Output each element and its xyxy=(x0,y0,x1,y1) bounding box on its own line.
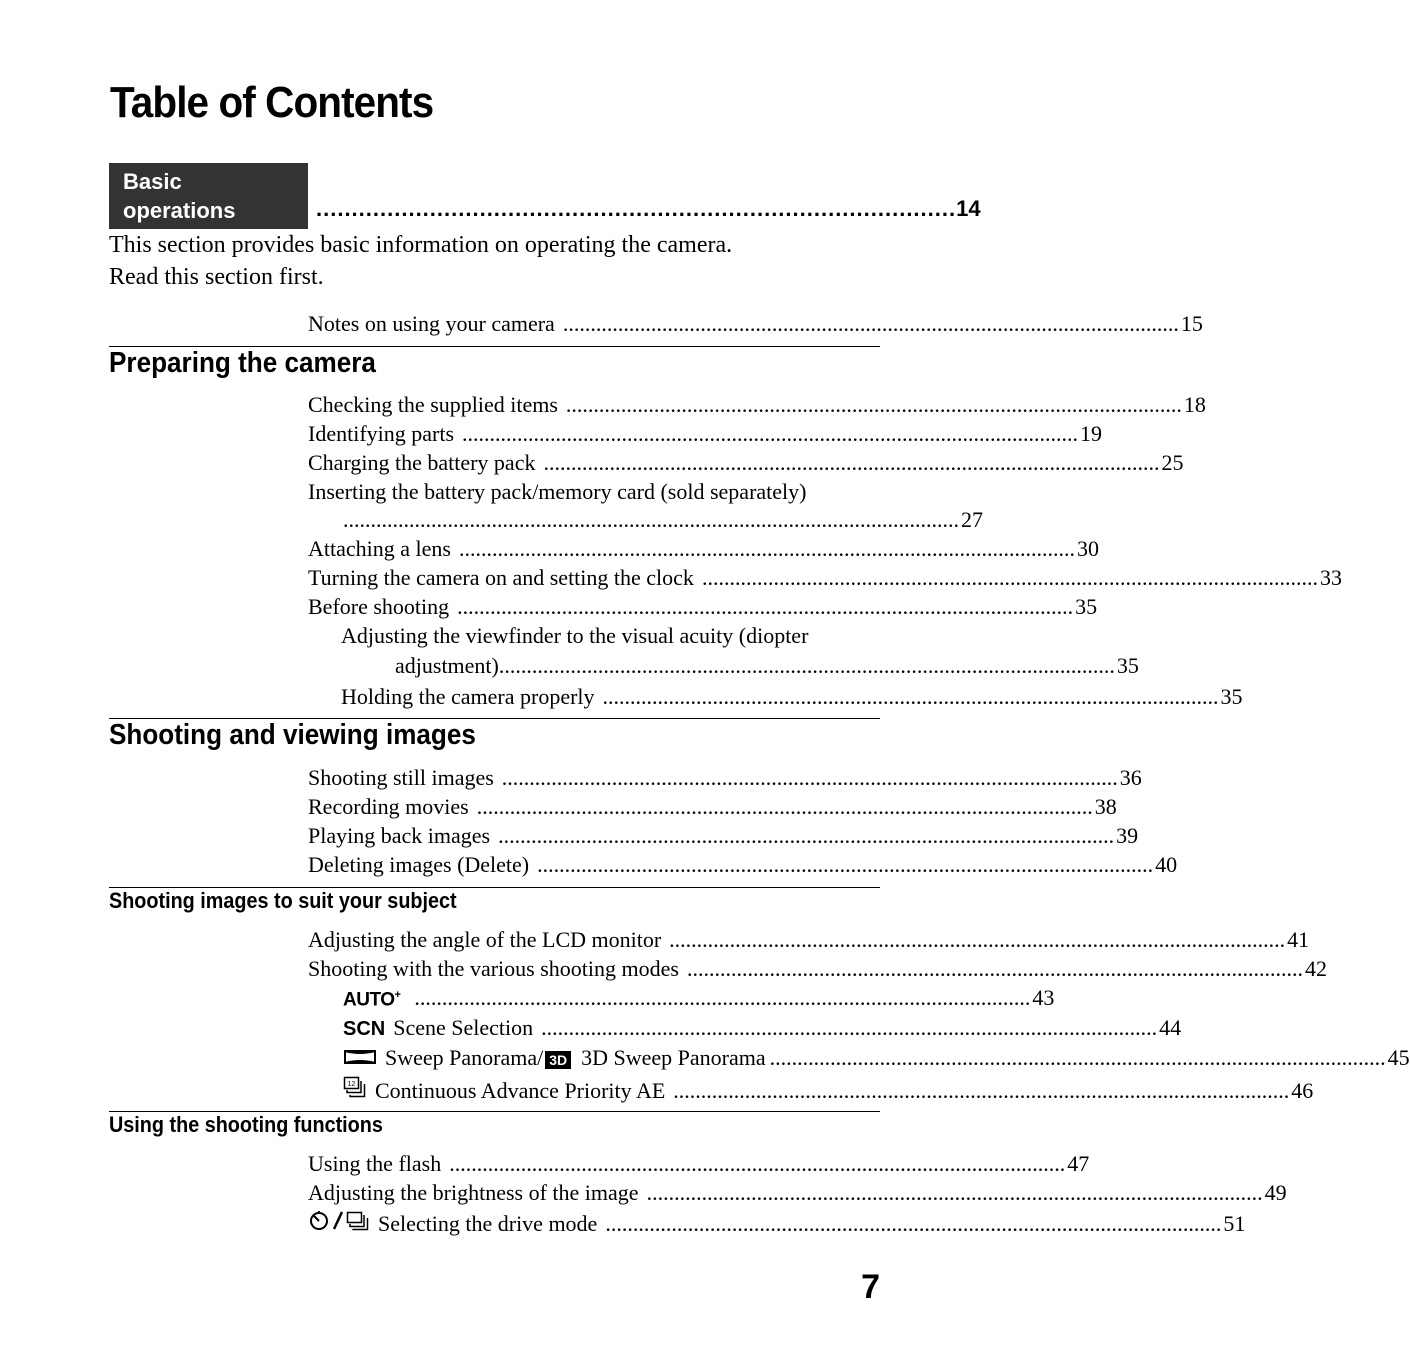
entry-title: Charging the battery pack xyxy=(308,450,536,475)
page-ref: 47 xyxy=(1067,1151,1090,1176)
dot-leader: ................................................................................................................ xyxy=(769,1045,1386,1070)
page-ref: 25 xyxy=(1161,450,1184,475)
dot-leader: ................................................................................................................ xyxy=(498,653,1115,678)
page-ref: 38 xyxy=(1094,794,1117,819)
toc-entry[interactable] xyxy=(343,1015,1182,1044)
entry-title: adjustment) xyxy=(395,653,499,678)
page-ref: 15 xyxy=(1180,311,1203,336)
auto-plus-icon xyxy=(343,989,400,1011)
page-ref: 18 xyxy=(1183,392,1206,417)
toc-entry[interactable] xyxy=(308,1180,1287,1209)
basic-label-line1: Basic xyxy=(123,169,182,194)
toc-entry[interactable] xyxy=(308,421,1103,450)
entry-title-2: 3D Sweep Panorama xyxy=(581,1045,766,1070)
dot-leader: ................................................................................................................ xyxy=(673,1078,1290,1103)
dot-leader: ................................................................................................................ xyxy=(498,823,1115,848)
entry-title: Adjusting the angle of the LCD monitor xyxy=(308,927,662,952)
basic-label-line2: operations xyxy=(123,198,236,223)
dot-leader: ................................................................................................................ xyxy=(476,794,1093,819)
toc-entry[interactable] xyxy=(343,1045,1410,1074)
entry-title: Continuous Advance Priority AE xyxy=(375,1078,666,1103)
toc-entry[interactable] xyxy=(308,823,1139,852)
toc-entry[interactable] xyxy=(308,852,1178,881)
basic-operations-box xyxy=(109,163,308,229)
page-ref: 35 xyxy=(1116,653,1139,678)
toc-entry[interactable] xyxy=(395,653,1139,682)
entry-title: Adjusting the brightness of the image xyxy=(308,1180,639,1205)
entry-title: Using the flash xyxy=(308,1151,442,1176)
page-ref: 36 xyxy=(1119,765,1142,790)
entry-title: Notes on using your camera xyxy=(308,311,555,336)
3d-icon-label: 3D xyxy=(545,1051,571,1069)
toc-entry[interactable] xyxy=(308,392,1206,421)
entry-title: Recording movies xyxy=(308,794,469,819)
toc-entry[interactable] xyxy=(308,594,1098,623)
page-ref: 46 xyxy=(1291,1078,1314,1103)
toc-entry[interactable] xyxy=(341,684,1243,713)
page-ref: 27 xyxy=(961,507,983,532)
toc-entry[interactable] xyxy=(343,1076,1314,1105)
page-ref: 49 xyxy=(1264,1180,1287,1205)
entry-title: Selecting the drive mode xyxy=(378,1211,598,1236)
dot-leader: ................................................................................................................ xyxy=(501,765,1118,790)
toc-entry[interactable] xyxy=(308,311,1203,340)
entry-title: Attaching a lens xyxy=(308,536,451,561)
dot-leader: ................................................................................................................ xyxy=(646,1180,1263,1205)
page-ref: 14 xyxy=(956,196,981,221)
entry-title: Holding the camera properly xyxy=(341,684,595,709)
dot-leader: ................................................................................................................ xyxy=(541,1015,1158,1040)
section-heading-text: Shooting images to suit your subject xyxy=(109,888,457,913)
toc-entry[interactable] xyxy=(343,985,1055,1014)
dot-leader: ................................................................................................................ xyxy=(701,565,1318,590)
toc-entry[interactable] xyxy=(308,927,1310,956)
section-heading-text: Shooting and viewing images xyxy=(109,719,476,751)
dot-leader: ................................................................................................................ xyxy=(669,927,1286,952)
entry-title: Sweep Panorama/ xyxy=(385,1045,544,1070)
page-ref: 41 xyxy=(1287,927,1310,952)
3d-sweep-panorama-icon xyxy=(545,1045,571,1071)
slash-separator-icon xyxy=(332,1209,344,1237)
page-ref: 35 xyxy=(1075,594,1098,619)
entry-title: Checking the supplied items xyxy=(308,392,558,417)
toc-entry[interactable] xyxy=(343,507,983,536)
page-ref: 45 xyxy=(1387,1045,1410,1070)
page-ref: 30 xyxy=(1076,536,1099,561)
section-heading xyxy=(109,346,880,380)
entry-title[interactable]: Adjusting the viewfinder to the visual acuity (diopter xyxy=(341,623,809,648)
auto-icon-sup: + xyxy=(394,988,401,1001)
dot-leader: ................................................................................................................ xyxy=(686,956,1303,981)
entry-title: Before shooting xyxy=(308,594,450,619)
intro-line-2: Read this section first. xyxy=(109,264,324,290)
dot-leader: ................................................................................................................ xyxy=(462,421,1079,446)
dot-leader: ................................................................................................................ xyxy=(343,507,959,532)
toc-entry[interactable] xyxy=(308,1209,1246,1238)
entry-title: Playing back images xyxy=(308,823,491,848)
continuous-shooting-icon xyxy=(346,1211,370,1237)
self-timer-icon xyxy=(308,1209,330,1237)
section-heading xyxy=(109,1111,880,1138)
dot-leader: ................................................................................................................ xyxy=(457,594,1074,619)
dot-leader: ................................................................................................................ xyxy=(605,1211,1222,1236)
dot-leader: ................................................................................................................ xyxy=(458,536,1075,561)
dot-leader: ................................................................................................................ xyxy=(414,985,1031,1010)
dot-leader: ................................................................................................................ xyxy=(449,1151,1066,1176)
dot-leader: ................................................................................................................ xyxy=(562,311,1179,336)
section-heading-text: Using the shooting functions xyxy=(109,1112,383,1137)
dot-leader: .......................................................................................... xyxy=(316,196,957,221)
toc-entry[interactable] xyxy=(308,956,1327,985)
scn-icon: SCN xyxy=(343,1018,386,1040)
toc-entry[interactable] xyxy=(308,450,1184,479)
entry-title[interactable]: Inserting the battery pack/memory card (sold separately) xyxy=(308,479,807,504)
page-ref: 42 xyxy=(1304,956,1327,981)
auto-icon-label: AUTO xyxy=(343,989,395,1010)
page-title: Table of Contents xyxy=(110,78,434,127)
entry-title: Deleting images (Delete) xyxy=(308,852,530,877)
section-heading-text: Preparing the camera xyxy=(109,347,376,379)
toc-entry[interactable] xyxy=(308,565,1342,594)
dot-leader: ................................................................................................................ xyxy=(602,684,1219,709)
page-ref: 44 xyxy=(1159,1015,1182,1040)
toc-entry[interactable] xyxy=(308,765,1142,794)
entry-title: Shooting with the various shooting modes xyxy=(308,956,679,981)
section-heading xyxy=(109,887,880,914)
sweep-panorama-icon xyxy=(343,1045,377,1071)
entry-title: Scene Selection xyxy=(393,1015,534,1040)
toc-entry[interactable] xyxy=(308,1151,1090,1180)
toc-entry[interactable] xyxy=(308,794,1117,823)
page-ref: 51 xyxy=(1223,1211,1246,1236)
page-ref: 35 xyxy=(1220,684,1243,709)
dot-leader: ................................................................................................................ xyxy=(537,852,1154,877)
section-heading xyxy=(109,718,880,752)
page-ref: 40 xyxy=(1155,852,1178,877)
page-ref: 33 xyxy=(1319,565,1342,590)
dot-leader: ................................................................................................................ xyxy=(565,392,1182,417)
page-ref: 39 xyxy=(1116,823,1139,848)
page-ref: 19 xyxy=(1080,421,1103,446)
entry-title: Identifying parts xyxy=(308,421,455,446)
basic-operations-entry[interactable] xyxy=(316,196,981,222)
dot-leader: ................................................................................................................ xyxy=(543,450,1160,475)
entry-title: Shooting still images xyxy=(308,765,494,790)
page-ref: 43 xyxy=(1032,985,1055,1010)
entry-title: Turning the camera on and setting the clock xyxy=(308,565,694,590)
intro-line-1: This section provides basic information on operating the camera. xyxy=(109,232,733,258)
page-number: 7 xyxy=(861,1268,880,1306)
svg-text:12: 12 xyxy=(347,1081,356,1088)
continuous-advance-icon xyxy=(343,1076,367,1104)
toc-entry[interactable] xyxy=(308,536,1099,565)
